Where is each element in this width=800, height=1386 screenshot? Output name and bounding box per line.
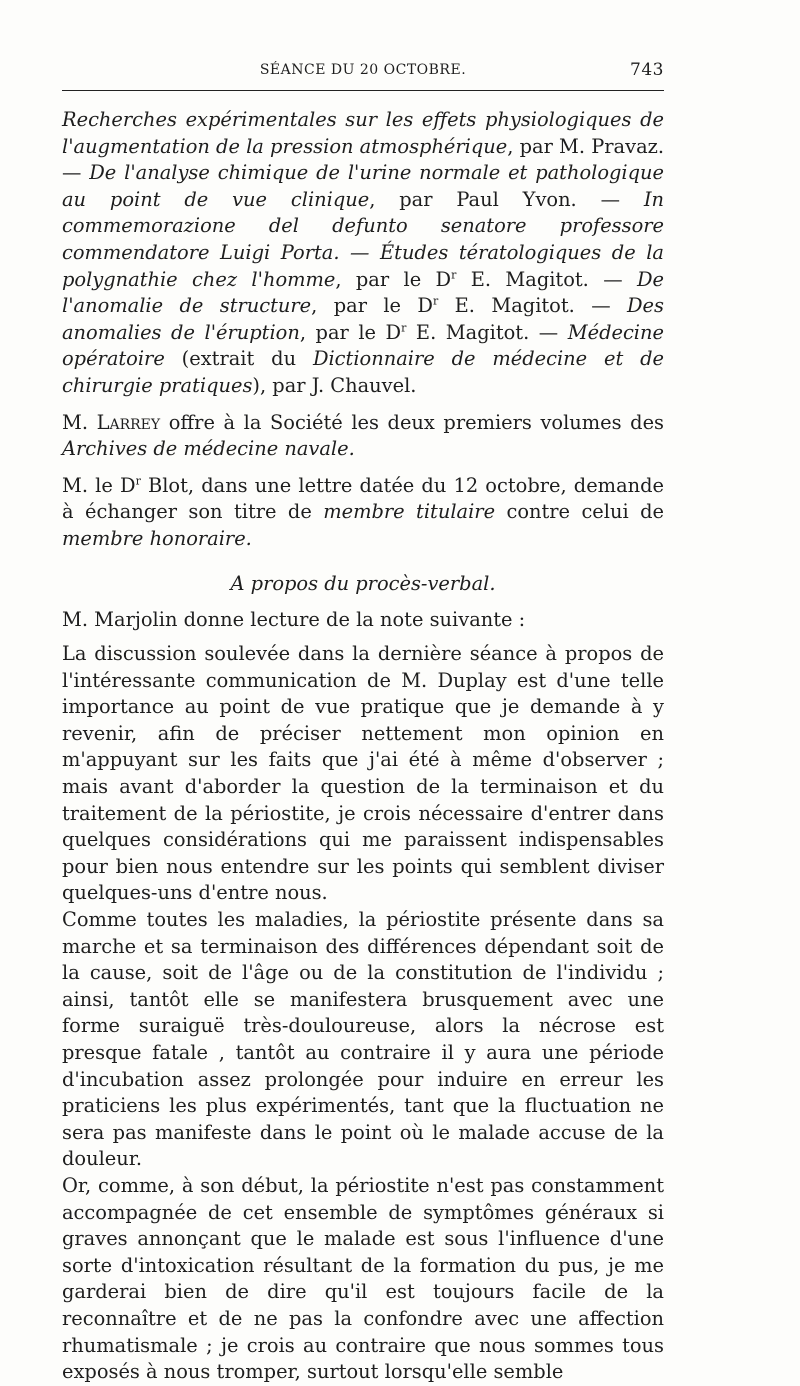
superscript: r bbox=[401, 321, 407, 335]
italic-run: Recherches expérimentales sur les effets physiologiques de l'augmentation de la pression atmosphérique bbox=[62, 108, 664, 158]
text-run: ), par J. Chauvel. bbox=[252, 373, 417, 397]
italic-run: De l'analyse chimique de l'urine normale et pathologique au point de vue clinique bbox=[62, 161, 664, 211]
italic-run: In commemorazione del defunto senatore professore commendatore Luigi Porta. — Études tératologiques de la polygnathie chez l'homme bbox=[62, 187, 664, 291]
text-run: offre à la Société les deux premiers volumes des bbox=[160, 410, 665, 434]
italic-run: Archives de médecine navale. bbox=[62, 437, 355, 461]
larrey-paragraph bbox=[62, 410, 664, 463]
section-title: A propos du procès-verbal. bbox=[230, 571, 496, 595]
italic-run: membre titulaire bbox=[323, 500, 496, 524]
text-run: , par le D bbox=[299, 320, 402, 344]
document-page bbox=[62, 52, 664, 1386]
italic-run: Dictionnaire de médecine et de chirurgie pratiques bbox=[62, 347, 665, 397]
superscript: r bbox=[451, 268, 457, 282]
page-number: 743 bbox=[630, 60, 664, 80]
text-run: Blot, dans une lettre datée du 12 octobre, demande à échanger son titre de bbox=[62, 473, 665, 524]
text-run: M. bbox=[62, 410, 97, 434]
italic-run: De l'anomalie de structure bbox=[62, 267, 664, 318]
text-run: , par le D bbox=[335, 267, 452, 291]
publication-list-paragraph bbox=[62, 107, 664, 400]
intro-paragraph: M. Marjolin donne lecture de la note suivante : bbox=[62, 607, 526, 631]
text-run: , par Paul Yvon. — bbox=[369, 187, 644, 211]
body-paragraph-1: La discussion soulevée dans la dernière séance à propos de l'intéressante communication de M. Duplay est d'une telle importance au point de vue pratique que je demande à y revenir, afin de préciser nettement mon opinion en m'appuyant sur les faits que j'ai été à même d'observer ; mais avant d'aborder la question de la terminaison et du traitement de la périostite, je crois nécessaire d'entrer dans quelques considérations qui me paraissent indispensables pour bien nous entendre sur les points qui semblent diviser quelques-uns d'entre nous. bbox=[62, 642, 664, 905]
text-run: E. Magitot. — bbox=[438, 294, 628, 318]
text-run: E. Magitot. — bbox=[406, 320, 568, 344]
superscript: r bbox=[135, 474, 141, 488]
running-head bbox=[62, 52, 664, 86]
blot-paragraph bbox=[62, 473, 664, 553]
body-paragraph-3: Or, comme, à son début, la périostite n'est pas constamment accompagnée de cet ensemble de symptômes généraux si graves annonçant que le malade est sous l'influence d'une sorte d'intoxication résultant de la formation du pus, je me garderai bien de dire qu'il est toujours facile de la reconnaître et de ne pas la confondre avec une affection rhumatismale ; je crois au contraire que nous sommes tous exposés à nous tromper, surtout lorsqu'elle semble bbox=[62, 1173, 664, 1384]
text-run: , par le D bbox=[311, 294, 433, 318]
text-run: E. Magitot. — bbox=[456, 267, 637, 291]
italic-run: Médecine opératoire bbox=[62, 320, 664, 371]
text-run: contre celui de bbox=[495, 500, 664, 524]
small-caps-name: Larrey bbox=[96, 410, 161, 434]
italic-run: membre honoraire. bbox=[62, 526, 252, 550]
text-run: (extrait du bbox=[164, 347, 313, 371]
italic-run: Des anomalies de l'éruption bbox=[62, 294, 664, 344]
header-rule bbox=[62, 90, 664, 91]
body-paragraph-2: Comme toutes les maladies, la périostite présente dans sa marche et sa terminaison des différences dépendant soit de la cause, soit de l'âge ou de la constitution de l'individu ; ainsi, tantôt elle se manifestera brusquement avec une forme suraiguë très-douloureuse, alors la nécrose est presque fatale , tantôt au contraire il y aura une période d'incubation assez prolongée pour induire en erreur les praticiens les plus expérimentés, tant que la fluctuation ne sera pas manifeste dans le point où le malade accuse de la douleur. bbox=[62, 908, 664, 1171]
text-run: M. le D bbox=[62, 473, 136, 497]
superscript: r bbox=[432, 294, 439, 308]
text-run: , par M. Pravaz. — bbox=[62, 134, 665, 185]
running-title: SÉANCE DU 20 OCTOBRE. bbox=[259, 62, 467, 78]
